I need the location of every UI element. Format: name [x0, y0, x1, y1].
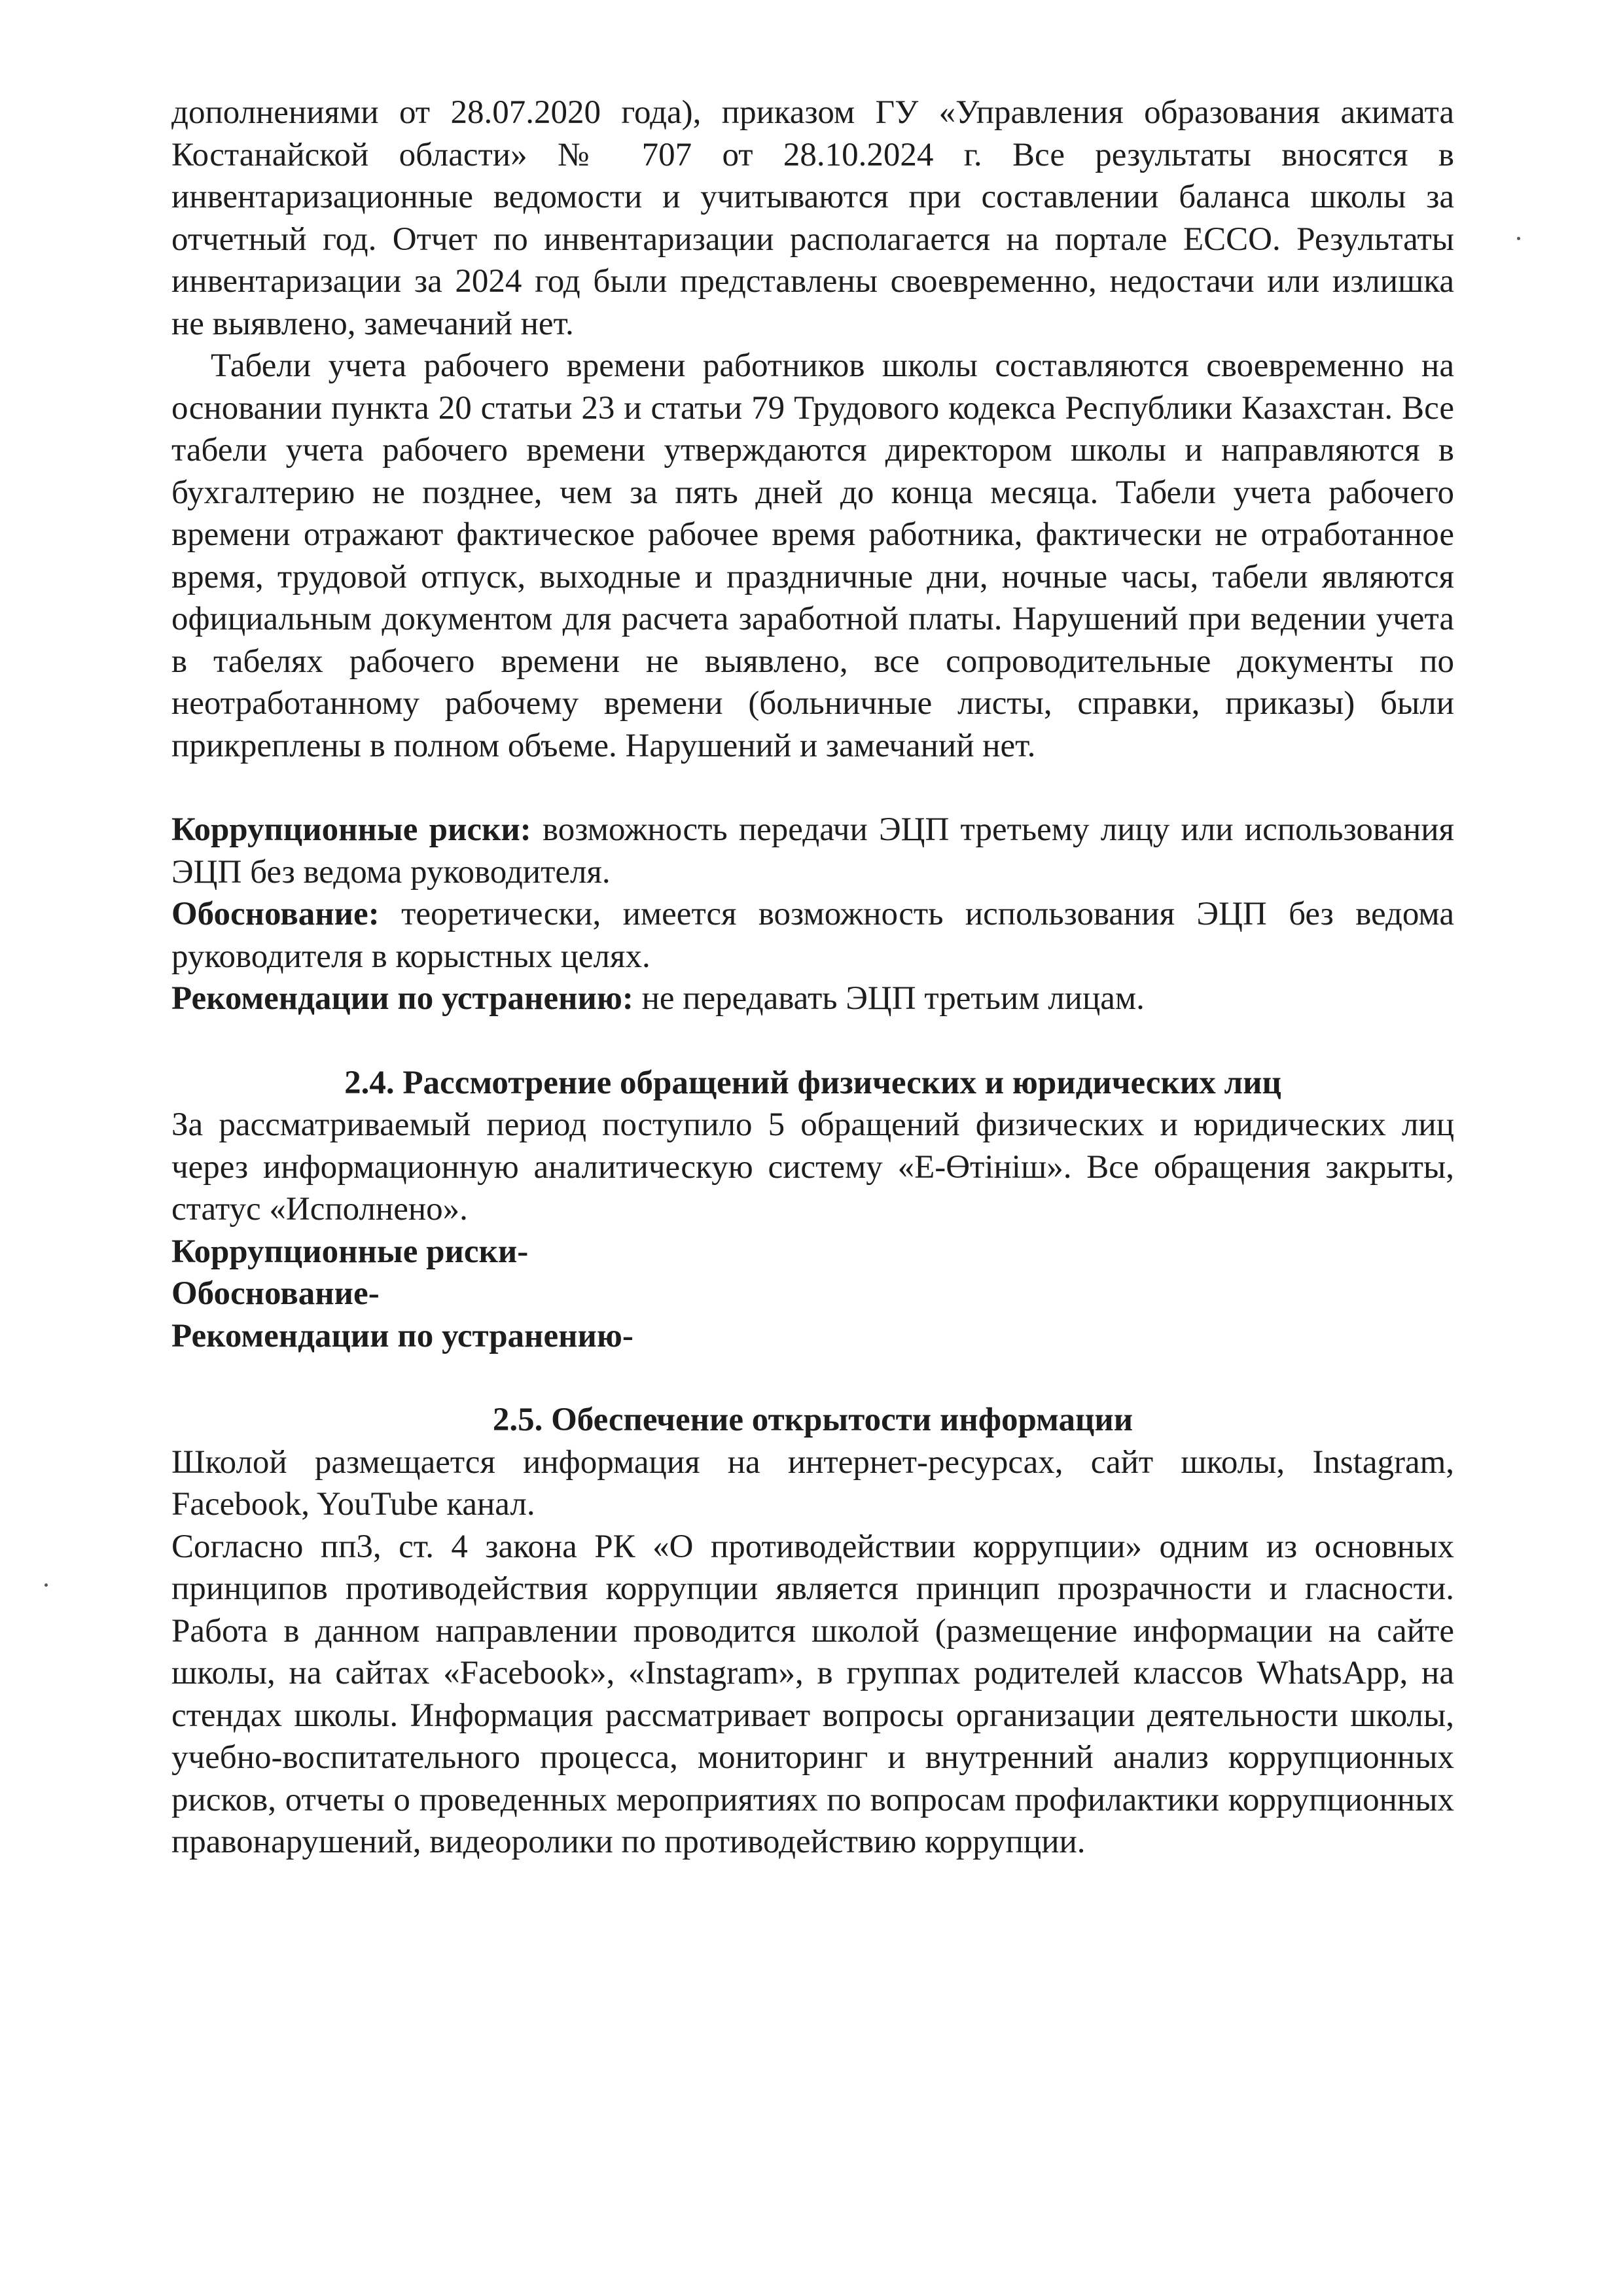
inventory-paragraph: дополнениями от 28.07.2020 года), приказом ГУ «Управления образования акимата Костанайской области» № 707 от 28.10.2024 г. Все результаты вносятся в инвентаризационные ведомости и учитываются при составлении баланса школы за отчетный год. Отчет по инвентаризации располагается на портале ЕССО. Результаты инвентаризации за 2024 год были представлены своевременно, недостачи или излишка не выявлено, замечаний нет. [171, 94, 1454, 342]
spacer [171, 767, 1454, 809]
justification-line [171, 893, 1454, 978]
recommendations-label: Рекомендации по устранению: [171, 980, 633, 1017]
appeals-justification-label: Обоснование- [171, 1275, 380, 1312]
recommendations-text: не передавать ЭЦП третьим лицам. [633, 980, 1145, 1017]
section-2-4-heading: 2.4. Рассмотрение обращений физических и юридических лиц [344, 1064, 1281, 1101]
spacer [171, 1020, 1454, 1062]
scan-speck [45, 1583, 48, 1587]
scan-speck [1517, 237, 1520, 240]
appeals-recommendations-label: Рекомендации по устранению- [171, 1317, 633, 1354]
corruption-risks-line [171, 809, 1454, 893]
openness-paragraph-2: Согласно пп3, ст. 4 закона РК «О противодействии коррупции» одним из основных принципов противодействия коррупции является принцип прозрачности и гласности. Работа в данном направлении проводится школой (размещение информации на сайте школы, на сайтах «Facebook», «Instagram», в группах родителей классов WhatsApp, на стендах школы. Информация рассматривает вопросы организации деятельности школы, учебно-воспитательного процесса, мониторинг и внутренний анализ коррупционных рисков, отчеты о проведенных мероприятиях по вопросам профилактики коррупционных правонарушений, видеоролики по противодействию коррупции. [171, 1528, 1454, 1860]
section-2-5-heading: 2.5. Обеспечение открытости информации [492, 1402, 1133, 1438]
openness-paragraph-1: Школой размещается информация на интернет-ресурсах, сайт школы, Instagram, Facebook, YouTube канал. [171, 1443, 1454, 1523]
timesheets-paragraph: Табели учета рабочего времени работников школы составляются своевременно на основании пункта 20 статьи 23 и статьи 79 Трудового кодекса Республики Казахстан. Все табели учета рабочего времени утверждаются директором школы и направляются в бухгалтерию не позднее, чем за пять дней до конца месяца. Табели учета рабочего времени отражают фактическое рабочее время работника, фактически не отработанное время, трудовой отпуск, выходные и праздничные дни, ночные часы, табели являются официальным документом для расчета заработной платы. Нарушений при ведении учета в табелях рабочего времени не выявлено, все сопроводительные документы по неотработанному рабочему времени (больничные листы, справки, приказы) были прикреплены в полном объеме. Нарушений и замечаний нет. [171, 347, 1454, 764]
recommendations-line [171, 978, 1454, 1020]
justification-label: Обоснование: [171, 896, 380, 932]
document-page [171, 92, 1454, 1863]
appeals-paragraph: За рассматриваемый период поступило 5 обращений физических и юридических лиц через информационную аналитическую систему «Е-Өтініш». Все обращения закрыты, статус «Исполнено». [171, 1106, 1454, 1227]
appeals-risks-label: Коррупционные риски- [171, 1233, 529, 1270]
spacer [171, 1357, 1454, 1399]
justification-text: теоретически, имеется возможность использования ЭЦП без ведома руководителя в корыстных целях. [171, 896, 1454, 975]
corruption-risks-text: возможность передачи ЭЦП третьему лицу или использования ЭЦП без ведома руководителя. [171, 811, 1454, 891]
corruption-risks-label: Коррупционные риски: [171, 811, 531, 848]
